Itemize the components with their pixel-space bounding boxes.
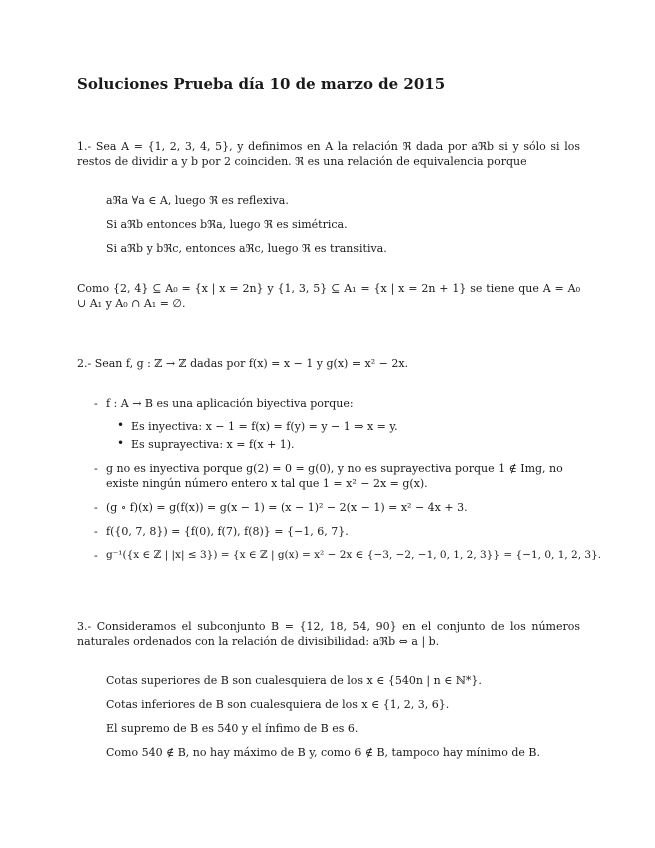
q3-maximo: Como 540 ∉ B, no hay máximo de B y, como 6 ∉ B, tampoco hay mínimo de B. — [106, 746, 540, 759]
page-title: Soluciones Prueba día 10 de marzo de 2015 — [77, 75, 446, 93]
q1-simetrica: Si aℜb entonces bℜa, luego ℜ es simétrica. — [106, 218, 348, 231]
q1-intro: 1.- Sea A = {1, 2, 3, 4, 5}, y definimos en A la relación ℜ dada por aℜb si y sólo si los restos de dividir a y b por 2 coinciden. ℜ es una relación de equivalencia porque — [77, 140, 580, 168]
bullet-icon: • — [117, 436, 125, 450]
dash-marker: - — [94, 397, 98, 410]
dash-marker: - — [94, 549, 98, 562]
q2-g-no: g no es inyectiva porque g(2) = 0 = g(0), y no es suprayectiva porque 1 ∉ Img, no existe ningún número entero x tal que 1 = x² − 2x = g(x). — [106, 462, 563, 490]
dash-marker: - — [94, 462, 98, 475]
q2-biyectiva: f : A → B es una aplicación biyectiva porque: — [106, 397, 354, 410]
q1-conclusion: Como {2, 4} ⊆ A₀ = {x | x = 2n} y {1, 3, 5} ⊆ A₁ = {x | x = 2n + 1} se tiene que A = A₀ ∪ A₁ y A₀ ∩ A₁ = ∅. — [77, 282, 580, 310]
q2-composicion: (g ∘ f)(x) = g(f(x)) = g(x − 1) = (x − 1)² − 2(x − 1) = x² − 4x + 3. — [106, 501, 468, 514]
q2-intro: 2.- Sean f, g : ℤ → ℤ dadas por f(x) = x − 1 y g(x) = x² − 2x. — [77, 357, 409, 370]
q2-preimagen: g⁻¹({x ∈ ℤ | |x| ≤ 3}) = {x ∈ ℤ | g(x) = x² − 2x ∈ {−3, −2, −1, 0, 1, 2, 3}} = {−1, 0, 1, 2, 3}. — [106, 549, 602, 561]
q3-cotas-inferiores: Cotas inferiores de B son cualesquiera de los x ∈ {1, 2, 3, 6}. — [106, 698, 450, 711]
q3-supremo: El supremo de B es 540 y el ínfimo de B es 6. — [106, 722, 359, 735]
q2-imagen: f({0, 7, 8}) = {f(0), f(7), f(8)} = {−1, 6, 7}. — [106, 525, 349, 538]
q2-suprayectiva: Es suprayectiva: x = f(x + 1). — [131, 438, 295, 451]
dash-marker: - — [94, 525, 98, 538]
q3-intro: 3.- Consideramos el subconjunto B = {12, 18, 54, 90} en el conjunto de los números naturales ordenados con la relación de divisibilidad: aℜb ⇔ a | b. — [77, 620, 580, 648]
bullet-icon: • — [117, 418, 125, 432]
q1-reflexiva: aℜa ∀a ∈ A, luego ℜ es reflexiva. — [106, 194, 289, 207]
dash-marker: - — [94, 501, 98, 514]
q2-inyectiva: Es inyectiva: x − 1 = f(x) = f(y) = y − 1 ⇒ x = y. — [131, 420, 398, 433]
q3-cotas-superiores: Cotas superiores de B son cualesquiera de los x ∈ {540n | n ∈ ℕ*}. — [106, 674, 482, 687]
q1-transitiva: Si aℜb y bℜc, entonces aℜc, luego ℜ es transitiva. — [106, 242, 387, 255]
